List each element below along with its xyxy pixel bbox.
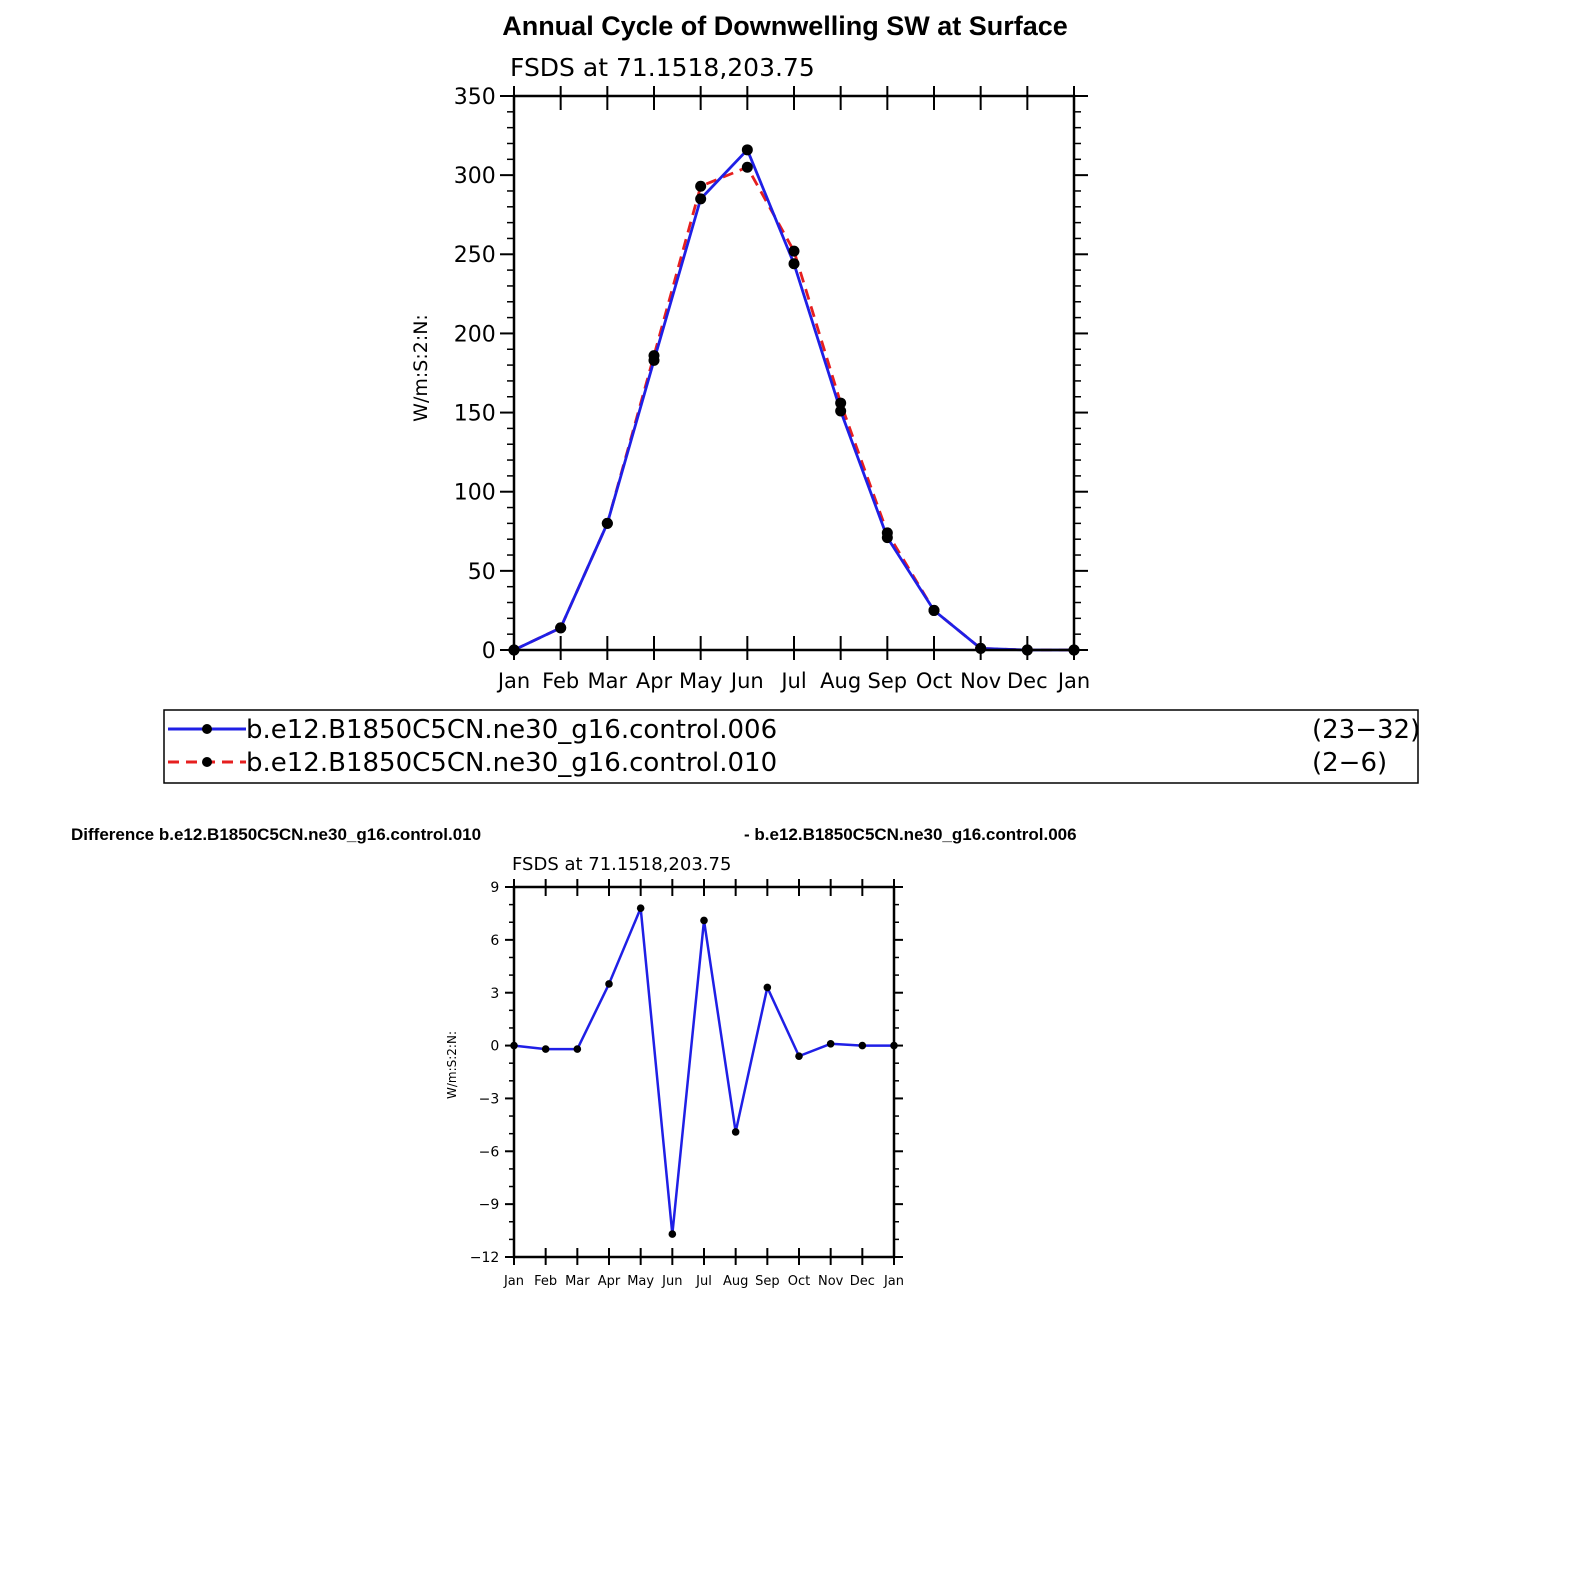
series-line-0	[514, 908, 894, 1234]
y-tick-label: 0	[490, 1038, 500, 1055]
legend-years-010: (2−6)	[1312, 748, 1388, 778]
y-tick-label: −12	[469, 1250, 500, 1267]
legend-marker-010	[202, 757, 212, 767]
x-tick-label: Apr	[635, 669, 673, 693]
data-point-s0	[574, 1045, 582, 1053]
data-point-s0	[732, 1128, 740, 1136]
chart1-tick-labels	[454, 85, 1090, 693]
data-point-s0	[859, 1042, 867, 1050]
x-tick-label: Nov	[960, 669, 1002, 693]
x-tick-label: Jan	[1057, 669, 1091, 693]
data-point-s1	[835, 398, 846, 409]
difference-title-right: - b.e12.B1850C5CN.ne30_g16.control.006	[744, 825, 1077, 844]
data-point-s0	[827, 1040, 835, 1048]
data-point-s1	[929, 605, 940, 616]
x-tick-label: May	[627, 1274, 655, 1289]
y-tick-label: 3	[490, 985, 500, 1002]
x-tick-label: Jun	[730, 669, 764, 693]
legend	[164, 710, 1420, 783]
main-title: Annual Cycle of Downwelling SW at Surface	[502, 11, 1068, 41]
y-tick-label: 150	[453, 401, 496, 427]
chart2-axis-ticks	[505, 879, 903, 1265]
data-point-s1	[602, 518, 613, 529]
y-tick-label: 0	[481, 638, 496, 664]
chart2-plot-frame	[514, 887, 894, 1257]
y-tick-label: 350	[453, 84, 496, 110]
x-tick-label: Dec	[849, 1274, 875, 1289]
series-line-0	[514, 150, 1074, 650]
legend-marker-006	[202, 724, 212, 734]
difference-title-left: Difference b.e12.B1850C5CN.ne30_g16.control.010	[71, 825, 482, 844]
x-tick-label: Jan	[497, 669, 531, 693]
chart1-plot-frame	[514, 96, 1074, 650]
x-tick-label: Feb	[542, 669, 580, 693]
x-tick-label: Feb	[534, 1274, 558, 1289]
x-tick-label: Jul	[781, 669, 807, 693]
x-tick-label: Sep	[755, 1274, 780, 1289]
chart1-data-points	[509, 144, 1080, 655]
x-tick-label: Aug	[820, 669, 862, 693]
y-tick-label: 300	[453, 164, 496, 190]
x-tick-label: Dec	[1007, 669, 1048, 693]
y-tick-label: −3	[478, 1091, 500, 1108]
y-tick-label: −9	[478, 1197, 500, 1214]
data-point-s0	[795, 1052, 803, 1060]
data-point-s1	[649, 350, 660, 361]
data-point-s0	[764, 984, 772, 992]
data-point-s0	[637, 904, 645, 912]
x-tick-label: May	[678, 669, 723, 693]
x-tick-label: Oct	[787, 1274, 811, 1289]
y-tick-label: −6	[478, 1144, 500, 1161]
y-tick-label: 200	[453, 322, 496, 348]
data-point-s1	[555, 622, 566, 633]
legend-years-006: (23−32)	[1312, 715, 1421, 745]
x-tick-label: Jul	[696, 1274, 712, 1289]
legend-label-006: b.e12.B1850C5CN.ne30_g16.control.006	[246, 715, 778, 745]
chart1-ylabel: W/m:S:2:N:	[410, 314, 432, 422]
chart1-series-lines	[514, 150, 1074, 650]
y-tick-label: 50	[467, 559, 496, 585]
chart2-subtitle: FSDS at 71.1518,203.75	[512, 854, 732, 875]
data-point-s1	[695, 181, 706, 192]
y-tick-label: 9	[490, 880, 500, 897]
data-point-s1	[789, 246, 800, 257]
data-point-s0	[742, 144, 753, 155]
y-tick-label: 6	[490, 932, 500, 949]
data-point-s0	[542, 1045, 550, 1053]
x-tick-label: Oct	[915, 669, 953, 693]
data-point-s0	[789, 258, 800, 269]
y-tick-label: 100	[453, 480, 496, 506]
series-line-1	[514, 167, 1074, 650]
x-tick-label: Nov	[817, 1274, 844, 1289]
data-point-s0	[605, 980, 613, 988]
x-tick-label: Mar	[587, 669, 628, 693]
x-tick-label: Jan	[883, 1274, 905, 1289]
x-tick-label: Jun	[662, 1274, 683, 1289]
chart1-subtitle: FSDS at 71.1518,203.75	[510, 53, 815, 82]
y-tick-label: 250	[453, 243, 496, 269]
data-point-s0	[669, 1230, 677, 1238]
x-tick-label: Mar	[565, 1274, 590, 1289]
annual-cycle-chart	[410, 53, 1090, 693]
data-point-s1	[975, 643, 986, 654]
x-tick-label: Aug	[722, 1274, 749, 1289]
x-tick-label: Sep	[867, 669, 908, 693]
chart2-ylabel: W/m:S:2:N:	[445, 1031, 459, 1099]
data-point-s1	[882, 527, 893, 538]
chart2-series-lines	[514, 908, 894, 1234]
x-tick-label: Jan	[503, 1274, 525, 1289]
x-tick-label: Apr	[597, 1274, 621, 1289]
difference-chart	[445, 854, 904, 1289]
chart2-data-points	[510, 904, 898, 1238]
data-point-s1	[742, 162, 753, 173]
data-point-s0	[700, 917, 708, 925]
legend-label-010: b.e12.B1850C5CN.ne30_g16.control.010	[246, 748, 778, 778]
data-point-s0	[695, 193, 706, 204]
chart1-axis-ticks	[500, 86, 1088, 660]
